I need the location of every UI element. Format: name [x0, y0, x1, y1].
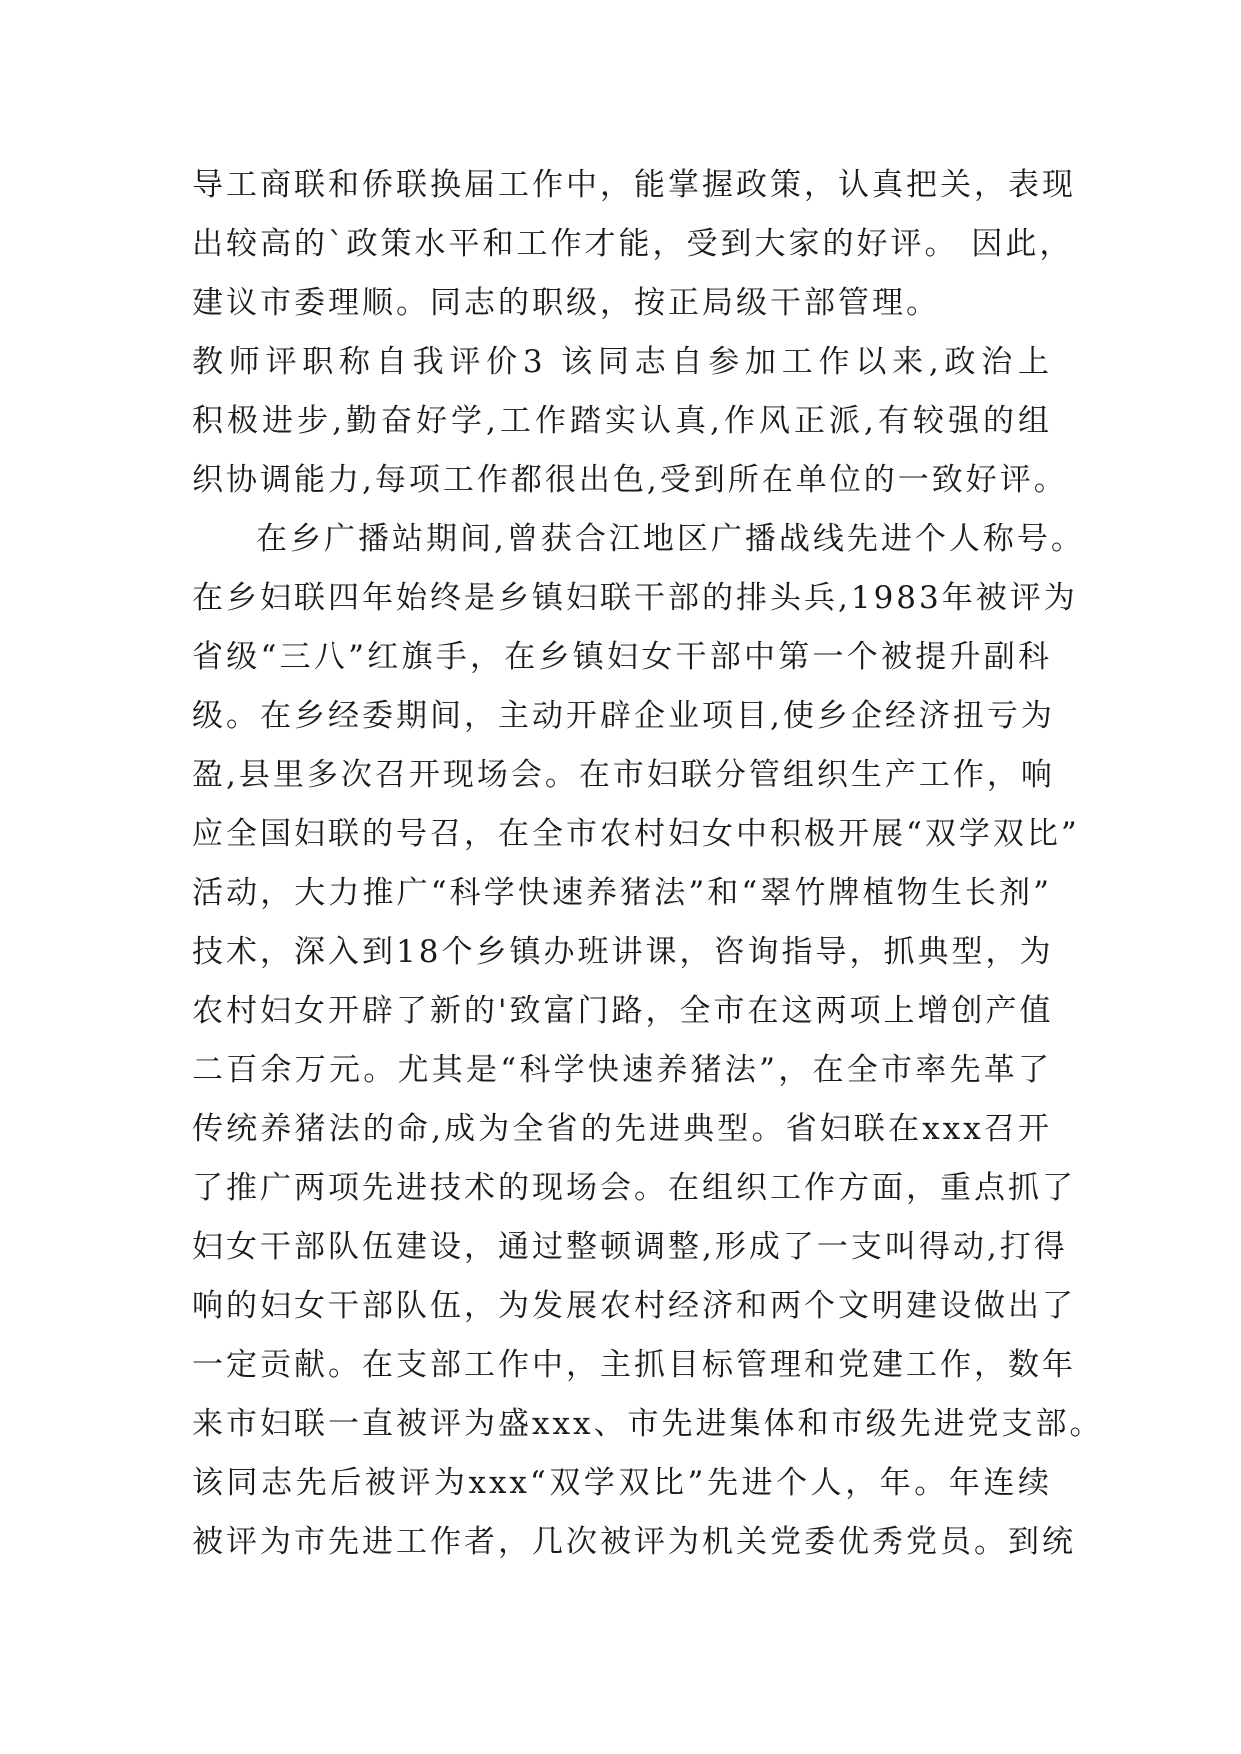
text-line: 出较高的`政策水平和工作才能，受到大家的好评。 因此，	[192, 226, 1074, 262]
text-line: 建议市委理顺。同志的职级，按正局级干部管理。	[192, 285, 940, 321]
text-line: 传统养猪法的命,成为全省的先进典型。省妇联在xxx召开	[192, 1111, 1052, 1147]
text-line: 应全国妇联的号召，在全市农村妇女中积极开展“双学双比”	[192, 816, 1080, 852]
text-line: 活动，大力推广“科学快速养猪法”和“翠竹牌植物生长剂”	[192, 875, 1052, 911]
text-line: 技术，深入到18个乡镇办班讲课，咨询指导，抓典型，为	[192, 934, 1054, 970]
text-line: 妇女干部队伍建设，通过整顿调整,形成了一支叫得动,打得	[192, 1229, 1068, 1265]
body-text	[192, 156, 1104, 1572]
text-line: 农村妇女开辟了新的'致富门路，全市在这两项上增创产值	[192, 993, 1054, 1029]
text-line: 该同志先后被评为xxx“双学双比”先进个人，年。年连续	[192, 1465, 1052, 1501]
section-heading-line: 教师评职称自我评价3 该同志自参加工作以来,政治上	[192, 344, 1052, 380]
paragraph-first-line: 在乡广播站期间,曾获合江地区广播战线先进个人称号。	[256, 521, 1085, 557]
text-line: 盈,县里多次召开现场会。在市妇联分管组织生产工作，响	[192, 757, 1055, 793]
text-line: 级。在乡经委期间，主动开辟企业项目,使乡企经济扭亏为	[192, 698, 1055, 734]
text-line: 一定贡献。在支部工作中，主抓目标管理和党建工作，数年	[192, 1347, 1076, 1383]
text-line: 在乡妇联四年始终是乡镇妇联干部的排头兵,1983年被评为	[192, 580, 1078, 616]
text-line: 了推广两项先进技术的现场会。在组织工作方面，重点抓了	[192, 1170, 1076, 1206]
text-line: 二百余万元。尤其是“科学快速养猪法”，在全市率先革了	[192, 1052, 1052, 1088]
text-line: 被评为市先进工作者，几次被评为机关党委优秀党员。到统	[192, 1524, 1076, 1560]
text-line: 织协调能力,每项工作都很出色,受到所在单位的一致好评。	[192, 462, 1068, 498]
text-line: 省级“三八”红旗手，在乡镇妇女干部中第一个被提升副科	[192, 639, 1052, 675]
text-line: 响的妇女干部队伍，为发展农村经济和两个文明建设做出了	[192, 1288, 1076, 1324]
text-line: 来市妇联一直被评为盛xxx、市先进集体和市级先进党支部。	[192, 1406, 1104, 1442]
text-line: 积极进步,勤奋好学,工作踏实认真,作风正派,有较强的组	[192, 403, 1052, 439]
text-line: 导工商联和侨联换届工作中，能掌握政策，认真把关，表现	[192, 167, 1076, 203]
